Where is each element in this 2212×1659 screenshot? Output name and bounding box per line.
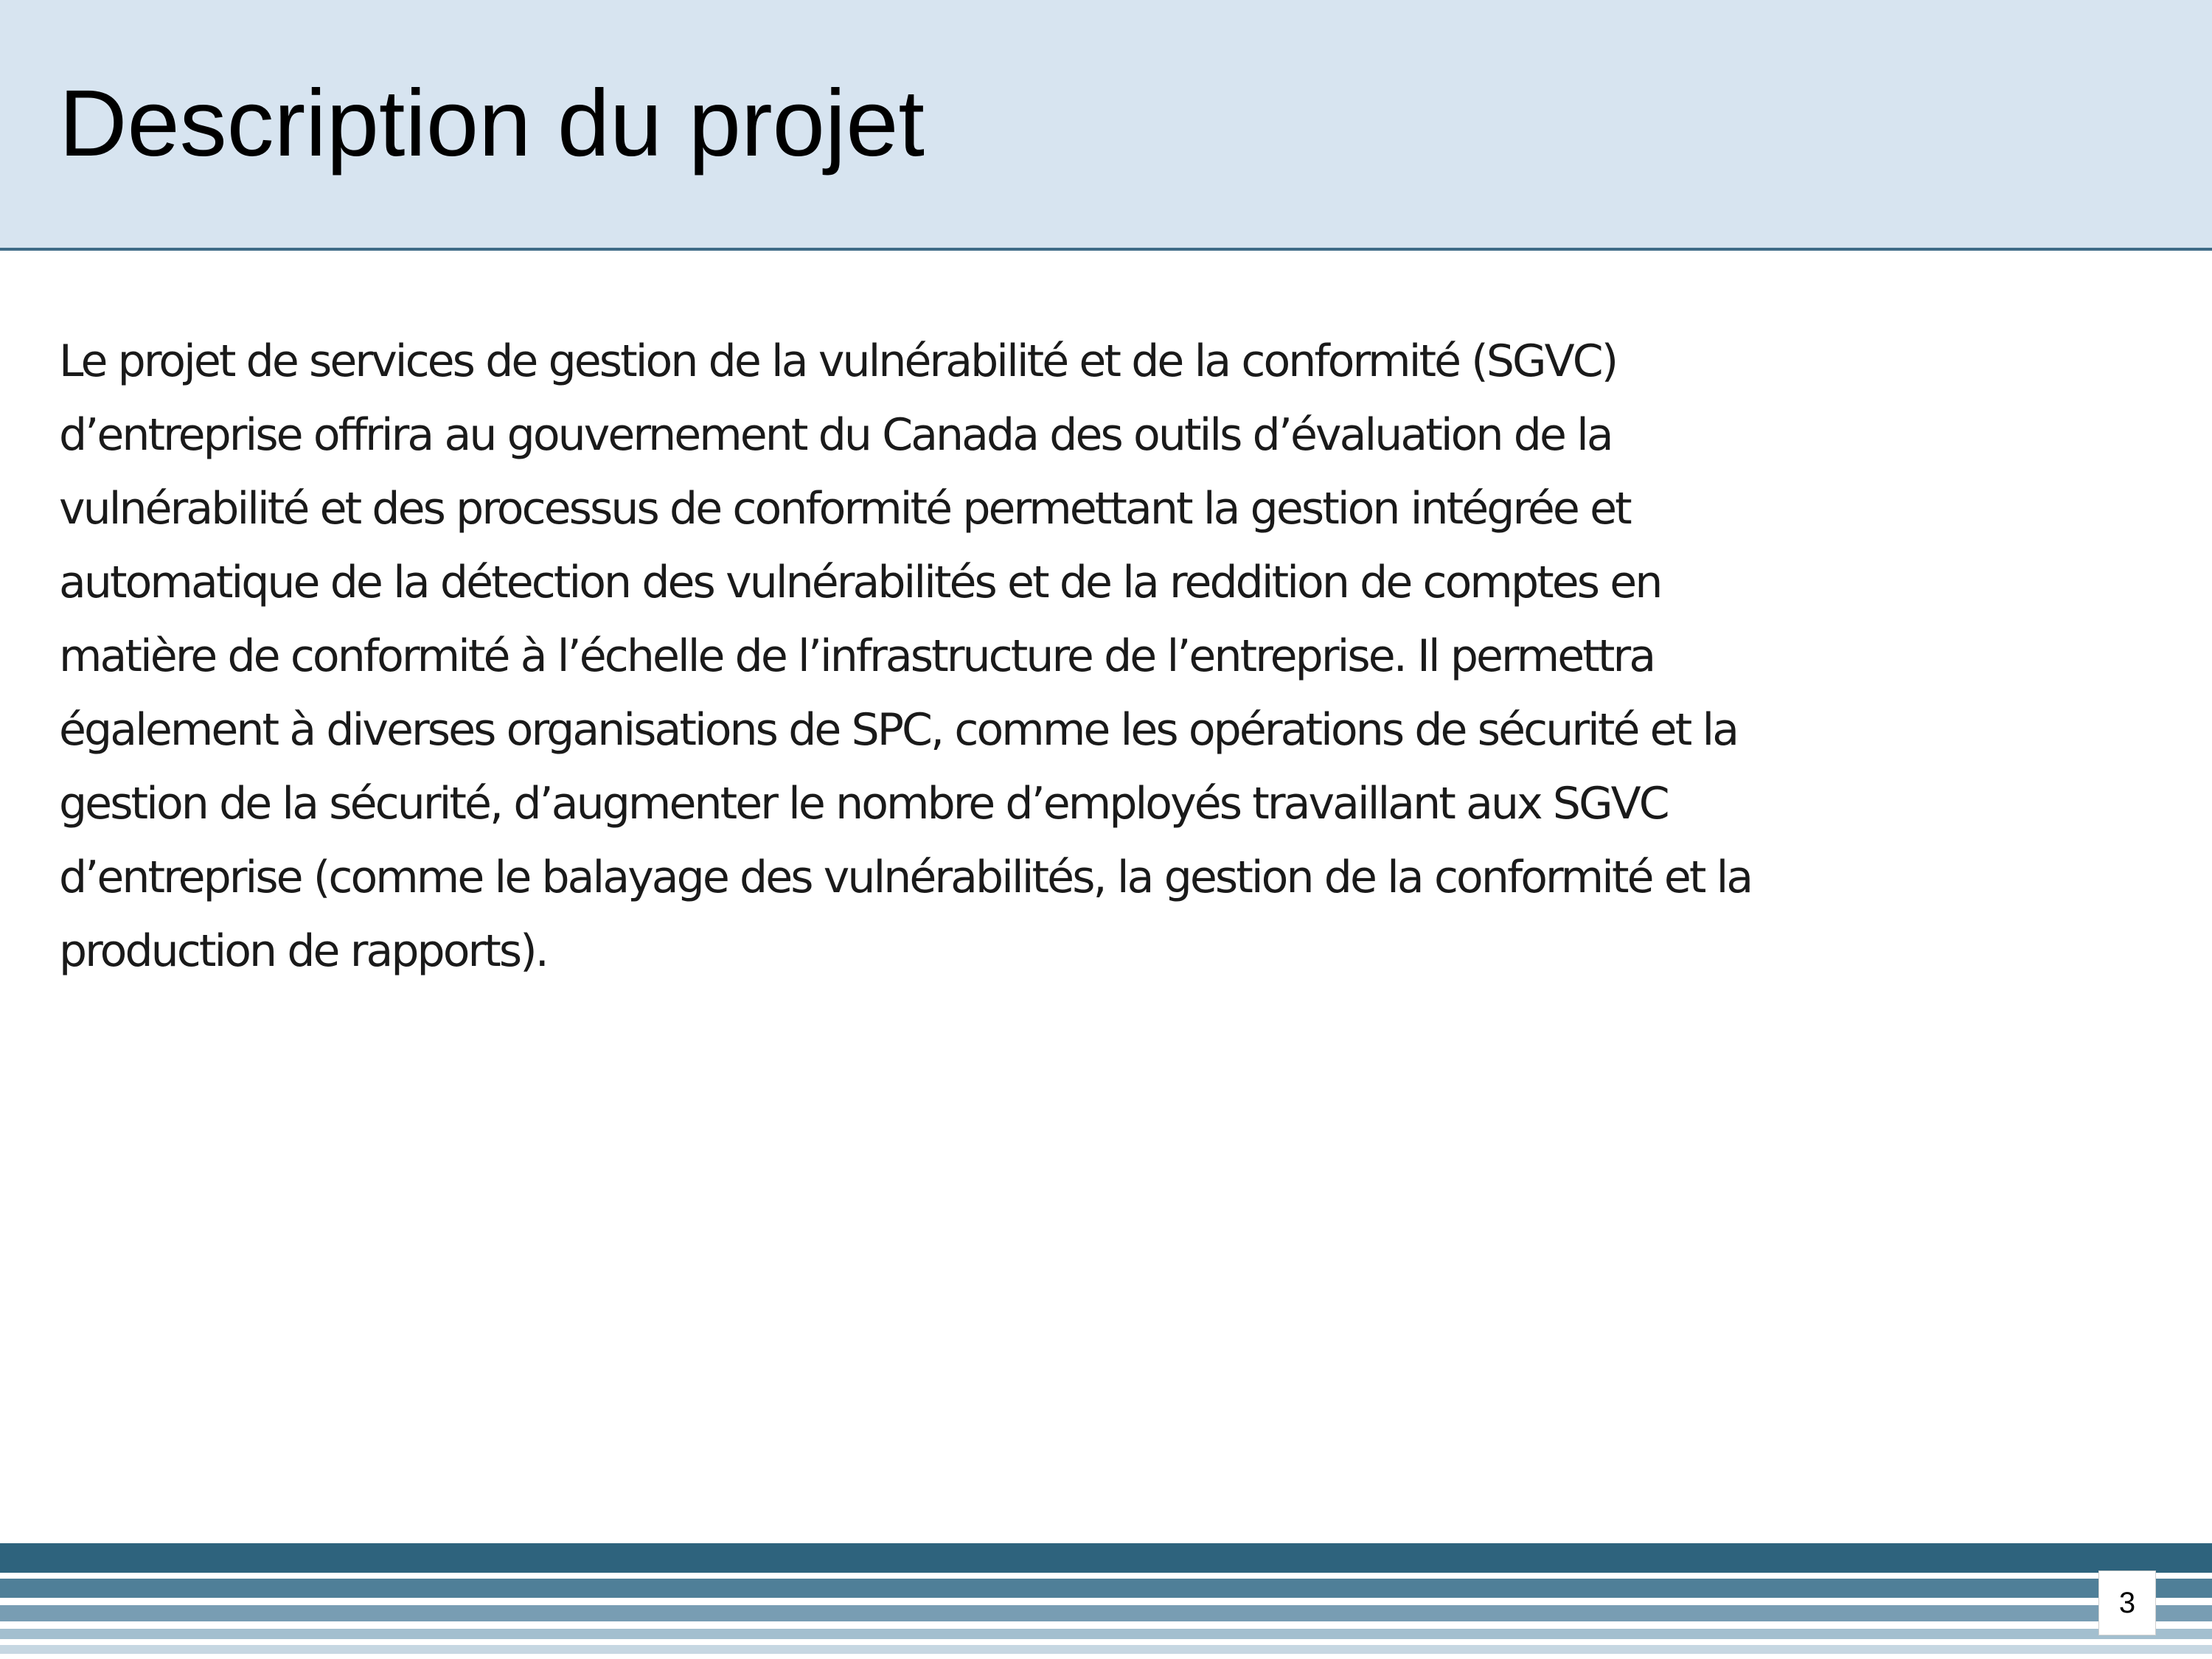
body-line-7: gestion de la sécurité, d’augmenter le nombre d’employés travaillant aux SGVC <box>59 778 1668 830</box>
body-line-6: également à diverses organisations de SPC, comme les opérations de sécurité et la <box>59 704 1738 756</box>
body-line-1: Le projet de services de gestion de la vulnérabilité et de la conformité (SGVC) <box>59 335 1617 387</box>
body-paragraph <box>59 324 2197 988</box>
body-line-4: automatique de la détection des vulnérabilités et de la reddition de comptes en <box>59 557 1661 608</box>
footer-stripe <box>0 1543 2212 1573</box>
body-line-3: vulnérabilité et des processus de conformité permettant la gestion intégrée et <box>59 483 1630 535</box>
footer-stripe <box>0 1645 2212 1654</box>
footer-stripe <box>0 1629 2212 1639</box>
footer-stripe <box>0 1579 2212 1598</box>
body-line-2: d’entreprise offrira au gouvernement du Canada des outils d’évaluation de la <box>59 409 1612 461</box>
slide-title: Description du projet <box>59 71 925 176</box>
footer-stripe <box>0 1605 2212 1621</box>
body-line-8: d’entreprise (comme le balayage des vulnérabilités, la gestion de la conformité et la <box>59 852 1752 903</box>
title-band <box>0 0 2212 251</box>
page-number: 3 <box>2098 1571 2156 1635</box>
body-line-5: matière de conformité à l’échelle de l’infrastructure de l’entreprise. Il permettra <box>59 630 1655 682</box>
body-line-9: production de rapports). <box>59 925 547 977</box>
